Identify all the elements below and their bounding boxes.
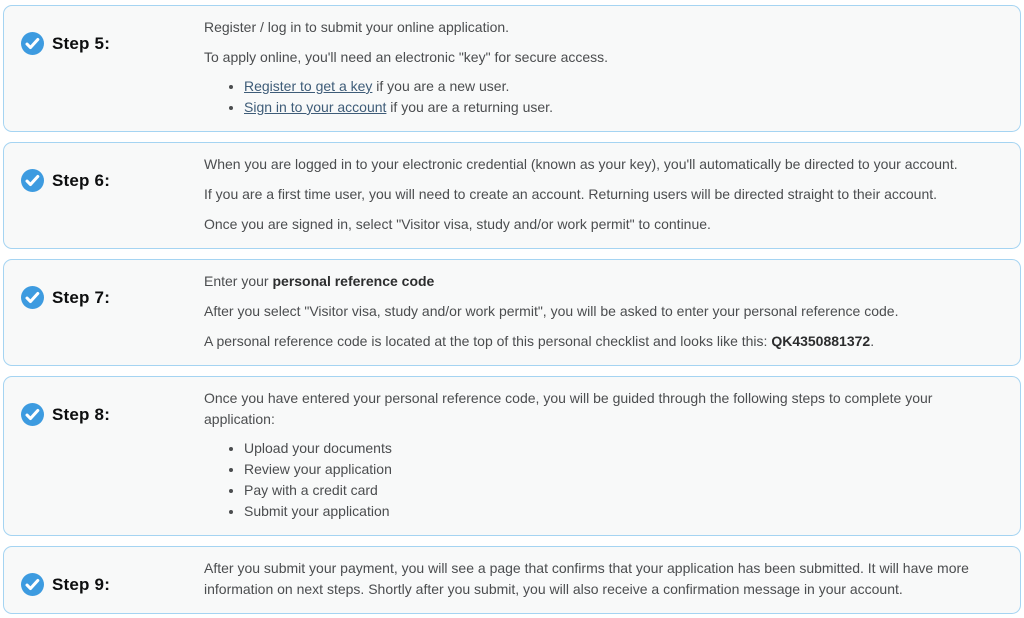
step-label: Step 7:: [52, 287, 111, 307]
step-header: [4, 6, 204, 67]
text-run: When you are logged in to your electronic credential (known as your key), you'll automatically be directed to your account.: [204, 156, 958, 172]
text-run: Upload your documents: [244, 440, 392, 456]
text-run: After you select "Visitor visa, study and/or work permit", you will be asked to enter your personal reference code.: [204, 303, 899, 319]
list-item: [244, 438, 990, 459]
paragraph: [204, 301, 990, 322]
step-label: Step 5:: [52, 33, 111, 53]
step-header: [4, 143, 204, 204]
paragraph: [204, 388, 990, 430]
bold-text: personal reference code: [272, 273, 435, 289]
step-header: [4, 377, 204, 438]
text-run: .: [870, 333, 875, 349]
step-box: [3, 259, 1021, 366]
check-circle-icon: [21, 32, 44, 55]
bullet-list: [204, 76, 990, 118]
step-content: [204, 143, 1020, 248]
list-item: [244, 501, 990, 522]
paragraph: [204, 214, 990, 235]
paragraph: [204, 331, 990, 352]
step-content: [204, 260, 1020, 365]
step-box: [3, 546, 1021, 614]
step-header: [4, 260, 204, 321]
step-header: [4, 547, 204, 608]
paragraph: [204, 271, 990, 292]
paragraph: [204, 47, 990, 68]
step-label: Step 6:: [52, 170, 111, 190]
text-run: A personal reference code is located at the top of this personal checklist and looks like this:: [204, 333, 772, 349]
text-run: Enter your: [204, 273, 273, 289]
list-item: [244, 459, 990, 480]
text-run: Once you are signed in, select "Visitor visa, study and/or work permit" to continue.: [204, 216, 711, 232]
text-run: if you are a new user.: [372, 78, 510, 94]
text-run: Register / log in to submit your online application.: [204, 19, 510, 35]
step-box: [3, 142, 1021, 249]
paragraph: [204, 558, 990, 600]
bold-text: QK4350881372: [771, 333, 871, 349]
step-box: [3, 376, 1021, 536]
paragraph: [204, 154, 990, 175]
text-run: Pay with a credit card: [244, 482, 378, 498]
sign-in-link[interactable]: Sign in to your account: [244, 99, 387, 115]
list-item: [244, 97, 990, 118]
step-content: [204, 6, 1020, 131]
paragraph: [204, 17, 990, 38]
paragraph: [204, 184, 990, 205]
text-run: Submit your application: [244, 503, 390, 519]
text-run: To apply online, you'll need an electronic "key" for secure access.: [204, 49, 609, 65]
text-run: If you are a first time user, you will need to create an account. Returning users will be directed straight to their account.: [204, 186, 938, 202]
check-circle-icon: [21, 286, 44, 309]
text-run: After you submit your payment, you will see a page that confirms that your application has been submitted. It will have more information on next steps. Shortly after you submit, you will also receive a confirmation message in your account.: [204, 560, 969, 597]
step-content: [204, 377, 1020, 535]
step-label: Step 8:: [52, 404, 111, 424]
text-run: Review your application: [244, 461, 392, 477]
register-key-link[interactable]: Register to get a key: [244, 78, 373, 94]
text-run: if you are a returning user.: [386, 99, 553, 115]
text-run: Once you have entered your personal reference code, you will be guided through the following steps to complete your application:: [204, 390, 933, 427]
check-circle-icon: [21, 403, 44, 426]
list-item: [244, 480, 990, 501]
check-circle-icon: [21, 573, 44, 596]
bullet-list: [204, 438, 990, 522]
list-item: [244, 76, 990, 97]
step-content: [204, 547, 1020, 613]
step-label: Step 9:: [52, 574, 111, 594]
check-circle-icon: [21, 169, 44, 192]
step-box: [3, 5, 1021, 132]
